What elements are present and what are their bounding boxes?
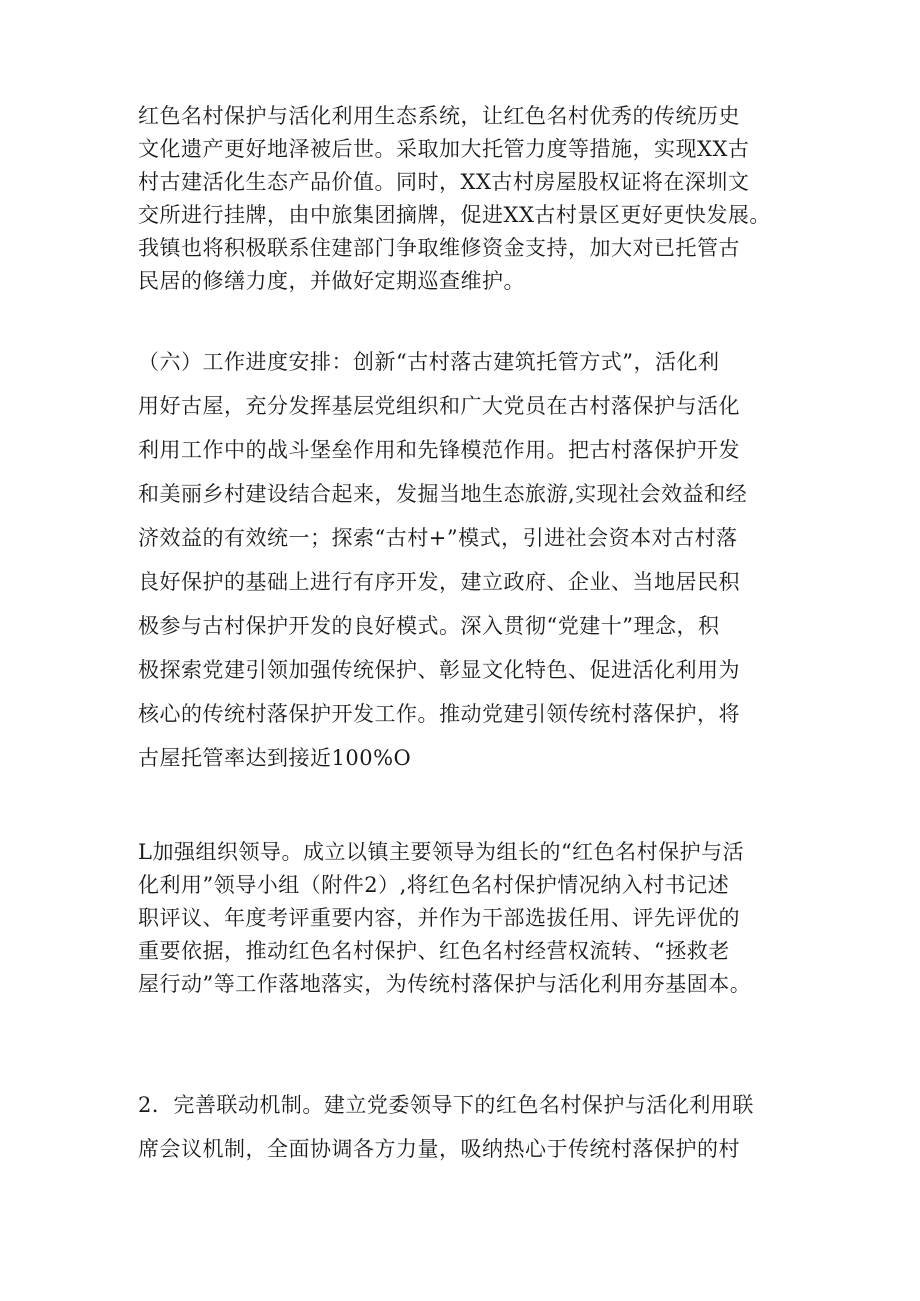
paragraph-line: 文化遗产更好地泽被后世。采取加大托管力度等措施，实现XX古 [138,137,750,161]
paragraph-line: 职评议、年度考评重要内容，并作为干部选拔任用、评先评优的 [138,906,740,930]
paragraph-line: 红色名村保护与活化利用生态系统，让红色名村优秀的传统历史 [138,104,740,128]
paragraph-line: 核心的传统村落保护开发工作。推动党建引领传统村落保护，将 [138,702,740,726]
paragraph-line: 我镇也将积极联系住建部门争取维修资金支持，加大对已托管古 [138,236,740,260]
paragraph-line: 屋行动”等工作落地落实，为传统村落保护与活化利用夯基固本。 [138,972,752,996]
paragraph-line: 村古建活化生态产品价值。同时，XX古村房屋股权证将在深圳文 [138,170,750,194]
paragraph-line: 古屋托管率达到接近100%O [138,746,412,770]
paragraph-line: 席会议机制，全面协调各方力量，吸纳热心于传统村落保护的村 [138,1137,740,1161]
paragraph-line: 济效益的有效统一；探索“古村+”模式，引进社会资本对古村落 [138,526,738,550]
paragraph-line: 和美丽乡村建设结合起来，发掘当地生态旅游,实现社会效益和经 [138,482,748,506]
paragraph-line: 2．完善联动机制。建立党委领导下的红色名村保护与活化利用联 [138,1093,754,1117]
paragraph-line: 极参与古村保护开发的良好模式。深入贯彻“党建十”理念，积 [138,614,720,638]
paragraph-line: 利用工作中的战斗堡垒作用和先锋模范作用。把古村落保护开发 [138,438,740,462]
paragraph-line: 用好古屋，充分发挥基层党组织和广大党员在古村落保护与活化 [138,394,740,418]
paragraph-line: （六）工作进度安排：创新“古村落古建筑托管方式”，活化利 [138,350,720,374]
paragraph-line: 重要依据，推动红色名村保护、红色名村经营权流转、“拯救老 [138,939,730,963]
paragraph-line: 化利用”领导小组（附件2）,将红色名村保护情况纳入村书记述 [138,873,730,897]
paragraph-line: 极探索党建引领加强传统保护、彰显文化特色、促进活化利用为 [138,658,740,682]
paragraph-line: L加强组织领导。成立以镇主要领导为组长的“红色名村保护与活 [138,840,745,864]
paragraph-line: 良好保护的基础上进行有序开发，建立政府、企业、当地居民积 [138,570,740,594]
paragraph-line: 民居的修缮力度，并做好定期巡查维护。 [138,269,525,293]
paragraph-line: 交所进行挂牌，由中旅集团摘牌，促进XX古村景区更好更快发展。 [138,203,771,227]
